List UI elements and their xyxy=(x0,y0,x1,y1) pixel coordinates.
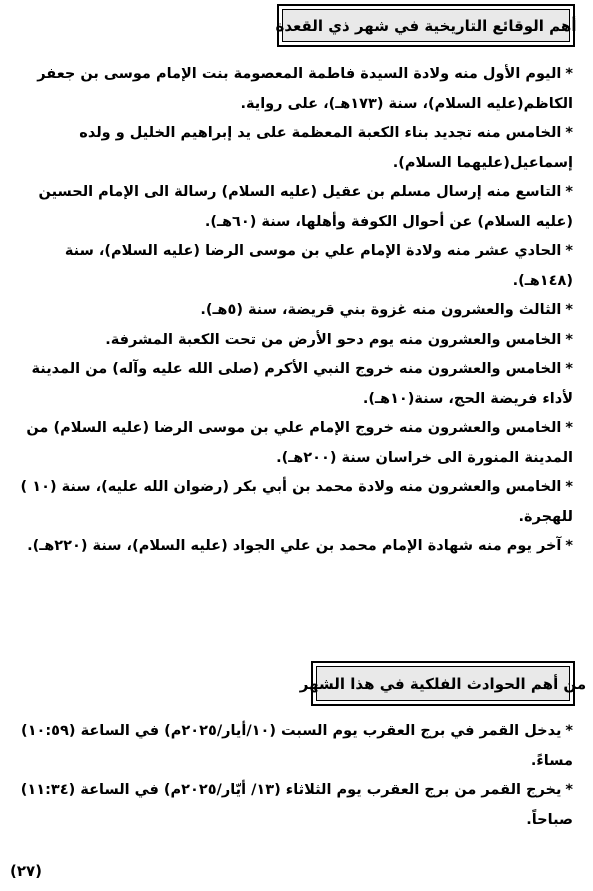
historical-events-list xyxy=(20,60,573,562)
list-item-text: التاسع منه إرسال مسلم بن عقيل (عليه السلام) رسالة الى الإمام الحسين (عليه السلام) عن أحوال الكوفة وأهلها، سنة (٦٠هـ). xyxy=(38,184,573,230)
bullet-mark: * xyxy=(565,331,573,348)
list-item-text: الحادي عشر منه ولادة الإمام علي بن موسى الرضا (عليه السلام)، سنة (١٤٨هـ). xyxy=(64,243,573,289)
bullet-mark: * xyxy=(565,361,573,377)
list-item xyxy=(20,178,573,237)
list-item xyxy=(20,717,573,776)
list-item xyxy=(20,60,573,119)
list-item xyxy=(20,414,573,473)
list-item-text: آخر يوم منه شهادة الإمام محمد بن علي الجواد (عليه السلام)، سنة (٢٢٠هـ). xyxy=(27,538,562,554)
list-item xyxy=(20,237,573,296)
section-title-astronomical-events: من أهم الحوادث الفلكية في هذا الشهر xyxy=(316,666,570,701)
list-item-text: الثالث والعشرون منه غزوة بني قريضة، سنة (٥هـ). xyxy=(200,302,562,318)
bullet-mark: * xyxy=(565,243,573,259)
page-number: (٢٧) xyxy=(10,862,43,880)
list-item xyxy=(20,355,573,414)
list-item-text: الخامس والعشرون منه خروج الإمام علي بن موسى الرضا (عليه السلام) من المدينة المنورة الى خراسان سنة (٢٠٠هـ). xyxy=(26,420,573,466)
bullet-mark: * xyxy=(565,302,573,318)
list-item-text: يدخل القمر في برج العقرب يوم السبت (١٠/أيار/٢٠٢٥م) في الساعة (١٠:٥٩) مساءً. xyxy=(21,723,573,769)
bullet-mark: * xyxy=(565,420,573,436)
list-item-text: اليوم الأول منه ولادة السيدة فاطمة المعصومة بنت الإمام موسى بن جعفر الكاظم(عليه السلام)، سنة (١٧٣هـ)، على رواية. xyxy=(37,66,573,112)
list-item xyxy=(20,296,573,326)
bullet-mark: * xyxy=(565,184,573,200)
bullet-mark: * xyxy=(565,538,573,554)
list-item xyxy=(20,473,573,532)
list-item xyxy=(20,326,573,356)
section-title-box-astronomical-events xyxy=(299,661,587,706)
list-item-text: الخامس والعشرون منه خروج النبي الأكرم (صلى الله عليه وآله) من المدينة لأداء فريضة الحج، سنة(١٠هـ). xyxy=(31,361,573,407)
list-item-text: الخامس منه تجديد بناء الكعبة المعظمة على يد إبراهيم الخليل و ولده إسماعيل(عليهما السلام). xyxy=(79,125,573,171)
bullet-mark: * xyxy=(565,782,573,798)
astronomical-events-list xyxy=(20,717,573,835)
section-title-historical-events: أهم الوقائع التاريخية في شهر ذي القعدة xyxy=(282,9,570,42)
bullet-mark: * xyxy=(565,723,573,739)
bullet-mark: * xyxy=(565,479,573,495)
section-title-box-historical-events xyxy=(277,4,575,47)
bullet-mark: * xyxy=(565,66,573,82)
list-item xyxy=(20,776,573,835)
list-item-text: الخامس والعشرون منه يوم دحو الأرض من تحت الكعبة المشرفة. xyxy=(105,331,562,348)
list-item xyxy=(20,532,573,562)
list-item xyxy=(20,119,573,178)
list-item-text: يخرج القمر من برج العقرب يوم الثلاثاء (١٣/ أيّار/٢٠٢٥م) في الساعة (١١:٣٤) صباحاً. xyxy=(20,782,573,828)
bullet-mark: * xyxy=(565,125,573,141)
list-item-text: الخامس والعشرون منه ولادة محمد بن أبي بكر (رضوان الله عليه)، سنة (١٠ ) للهجرة. xyxy=(20,479,573,525)
